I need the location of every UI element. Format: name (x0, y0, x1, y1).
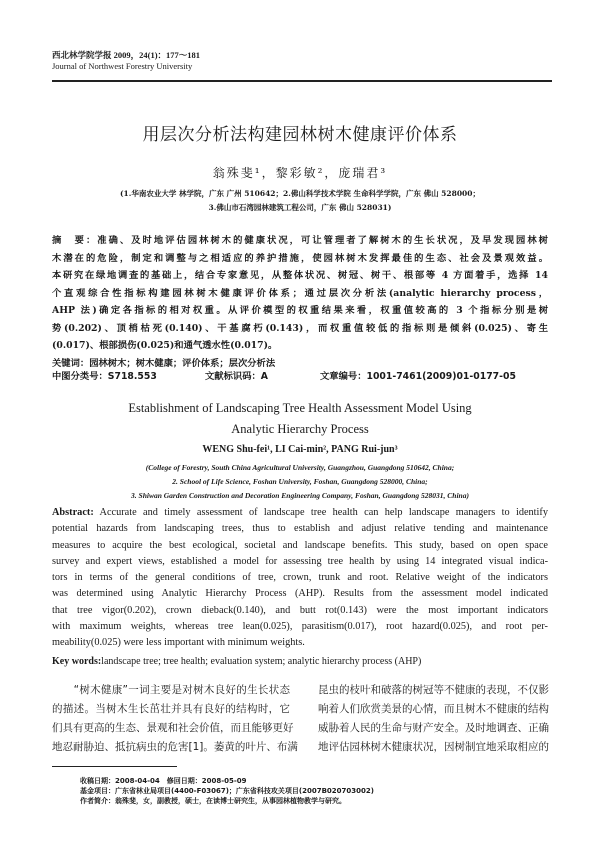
abstract-line: (0.017)、根部损伤(0.025)和通气透水性(0.017)。 (52, 340, 278, 351)
keywords-cn (52, 355, 275, 369)
authors-en: WENG Shu-fei¹, LI Cai-min², PANG Rui-jun³ (202, 444, 398, 455)
affiliation-en-line: 3. Shiwan Garden Construction and Decoration Engineering Company, Foshan, Guangdong 528031, China) (131, 491, 469, 500)
paper-title-cn: 用层次分析法构建园林树木健康评价体系 (142, 125, 458, 145)
clc-number: 中图分类号：S718.553 (52, 371, 157, 382)
abstract-line: meability(0.025) were less important with minimum weights. (52, 637, 305, 649)
authors-cn: 翁殊斐¹，黎彩敏²，庞瑞君³ (212, 166, 388, 180)
abstract-line: 木潜在的危险，制定和调整与之相适应的养护措施，使园林树木发挥最佳的生态、社会及景观效益。 (52, 252, 548, 264)
body-line: 地评估园林树木健康状况，因树制宜地采取相应的 (318, 741, 549, 753)
keywords-en (52, 656, 421, 667)
abstract-line: survey and expert views, established a model for assessing tree health by using 14 integrated visual indica- (52, 555, 548, 567)
document-code: 文献标识码：A (205, 371, 268, 382)
journal-header (52, 50, 200, 72)
footnote-funding: 基金项目：广东省林业局项目(4400-F03067)；广东省科技攻关项目(2007B020703002) (80, 787, 374, 795)
affiliation-line: 3.佛山市石湾园林建筑工程公司，广东 佛山 528031) (208, 203, 392, 212)
abstract-cn (52, 232, 548, 355)
journal-citation-cn: 西北林学院学报 2009，24(1)：177～181 (52, 50, 201, 60)
keywords-cn-text: 园林树木；树木健康；评价体系；层次分析法 (89, 358, 276, 369)
affiliations-en (0, 461, 600, 503)
affiliation-en-line: (College of Forestry, South China Agricultural University, Guangzhou, Guangdong 510642, China; (145, 463, 455, 472)
abstract-cn-label: 摘 要： (52, 235, 98, 246)
abstract-line: with maximum weights, whereas tree lean(0.025), parasitism(0.017), root hazard(0.025), and root per- (52, 621, 548, 633)
abstract-line: measures to acquire the best ecological, societal and landscape benefits. This study, based on open space (52, 539, 548, 551)
abstract-en (52, 505, 548, 652)
body-column-left (52, 681, 298, 757)
abstract-line: 本研究在绿地调查的基础上，结合专家意见，从整体状况、树冠、树干、根部等 4 方面着手，选择 14 (52, 270, 548, 281)
body-line: 昆虫的枝叶和破落的树冠等不健康的表现，不仅影 (318, 684, 549, 696)
header-rule (52, 80, 552, 82)
abstract-en-label: Abstract: (52, 507, 94, 518)
abstract-line: AHP 法)确定各指标的相对权重。从评价模型的权重结果来看，权重值较高的 3 个指标分别是树 (52, 305, 548, 316)
keywords-en-text: landscape tree; tree health; evaluation system; analytic hierarchy process (AHP) (101, 656, 422, 667)
footnote-rule (52, 766, 177, 767)
journal-name-en: Journal of Northwest Forestry University (52, 61, 193, 71)
affiliation-en-line: 2. School of Life Science, Foshan University, Foshan, Guangdong 528000, China; (172, 477, 428, 486)
abstract-line: that tree vigor(0.202), crown dieback(0.140), and butt rot(0.143) were the most important indicators (52, 604, 548, 616)
abstract-line: was determined using Analytic Hierarchy Process (AHP). Results from the assessment model indicated (52, 588, 548, 600)
body-line: 的描述。当树木生长茁壮并具有良好的结构时，它 (52, 703, 290, 715)
body-line: 响着人们欣赏美景的心情，而且树木不健康的结构 (318, 703, 549, 715)
body-line: 地忍耐胁迫、抵抗病虫的危害[1]。萎黄的叶片、布满 (52, 741, 298, 753)
paper-title-en (0, 398, 600, 440)
keywords-en-label: Key words: (52, 656, 102, 667)
body-line: “树木健康”一词主要是对树木良好的生长状态 (52, 684, 290, 696)
footnote-received-date: 收稿日期：2008-04-04 修回日期：2008-05-09 (80, 777, 247, 785)
footnotes (80, 776, 374, 806)
body-line: 威胁着人民的生命与财产安全。及时地调查、正确 (318, 722, 549, 734)
footnote-author-bio: 作者简介：翁殊斐，女，副教授，硕士，在读博士研究生，从事园林植物教学与研究。 (80, 797, 346, 805)
article-number: 文章编号：1001-7461(2009)01-0177-05 (320, 371, 516, 382)
abstract-line: potential hazards from landscaping trees, thus to establish and adjust relative tending and maintenance (52, 523, 548, 535)
keywords-cn-label: 关键词： (52, 358, 90, 369)
abstract-line: Accurate and timely assessment of landscape tree health can help landscape managers to identify (93, 507, 548, 518)
abstract-line: 个直观综合性指标构建园林树木健康评价体系；通过层次分析法(analytic hierarchy process， (52, 287, 548, 299)
body-column-right (318, 681, 548, 757)
affiliation-line: (1.华南农业大学 林学院，广东 广州 510642；2.佛山科学技术学院 生命科学学院，广东 佛山 528000； (120, 189, 480, 198)
body-line: 们具有更高的生态、景观和社会价值，而且能够更好 (52, 722, 294, 734)
affiliations-cn (0, 187, 600, 215)
abstract-line: 准确、及时地评估园林树木的健康状况，可让管理者了解树木的生长状况，及早发现园林树 (97, 235, 548, 246)
abstract-line: 势(0.202)、顶梢枯死(0.140)、干基腐朽(0.143)，而权重值较低的指标则是倾斜(0.025)、寄生 (52, 322, 548, 334)
title-en-line: Establishment of Landscaping Tree Health Assessment Model Using (128, 401, 472, 415)
abstract-line: tors in terms of the general conditions of tree, crown, trunk and root. Relative weight of the indicators (52, 572, 548, 584)
title-en-line: Analytic Hierarchy Process (231, 422, 369, 436)
